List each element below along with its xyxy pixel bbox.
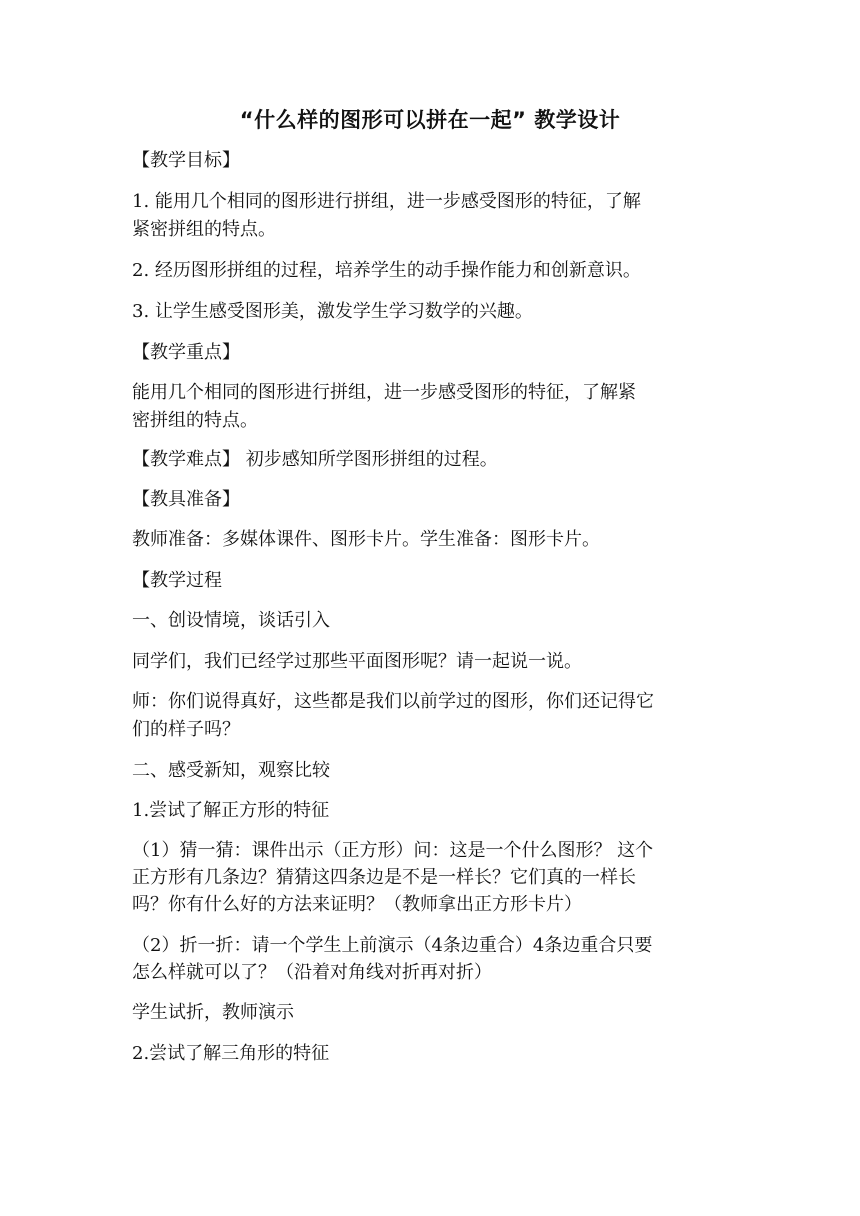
key-points-line-1: 能用几个相同的图形进行拼组，进一步感受图形的特征，了解紧 [132,382,636,403]
objective-2: 2. 经历图形拼组的过程，培养学生的动手操作能力和创新意识。 [132,260,641,281]
document-title: “什么样的图形可以拼在一起” 教学设计 [239,108,621,132]
section-1-paragraph-2-line-1: 师：你们说得真好，这些都是我们以前学过的图形，你们还记得它 [132,691,654,712]
objective-1-line-2: 紧密拼组的特点。 [132,219,276,240]
subsection-1-heading: 1.尝试了解正方形的特征 [132,800,330,821]
process-heading: 【教学过程 [132,570,222,591]
guess-line-3: 吗？你有什么好的方法来证明？（教师拿出正方形卡片） [132,894,582,915]
difficulties: 【教学难点】 初步感知所学图形拼组的过程。 [132,449,498,470]
fold-line-2: 怎么样就可以了？（沿着对角线对折再对折） [132,962,492,983]
key-points-line-2: 密拼组的特点。 [132,410,258,431]
section-1-heading: 一、创设情境，谈话引入 [132,610,330,631]
subsection-2-heading: 2.尝试了解三角形的特征 [132,1043,330,1064]
guess-line-1: （1）猜一猜：课件出示（正方形）问：这是一个什么图形？ 这个 [132,840,654,861]
materials: 教师准备：多媒体课件、图形卡片。学生准备：图形卡片。 [132,529,600,550]
section-1-paragraph-1: 同学们，我们已经学过那些平面图形呢？请一起说一说。 [132,651,582,672]
materials-heading: 【教具准备】 [132,489,240,510]
objective-3: 3. 让学生感受图形美，激发学生学习数学的兴趣。 [132,301,533,322]
key-points-heading: 【教学重点】 [132,342,240,363]
section-2-heading: 二、感受新知，观察比较 [132,760,330,781]
fold-note: 学生试折，教师演示 [132,1002,294,1023]
objective-1-line-1: 1. 能用几个相同的图形进行拼组，进一步感受图形的特征，了解 [132,191,641,212]
objectives-heading: 【教学目标】 [132,150,240,171]
section-1-paragraph-2-line-2: 们的样子吗？ [132,719,240,740]
fold-line-1: （2）折一折：请一个学生上前演示（4条边重合）4条边重合只要 [132,935,653,956]
guess-line-2: 正方形有几条边？猜猜这四条边是不是一样长？它们真的一样长 [132,867,636,888]
